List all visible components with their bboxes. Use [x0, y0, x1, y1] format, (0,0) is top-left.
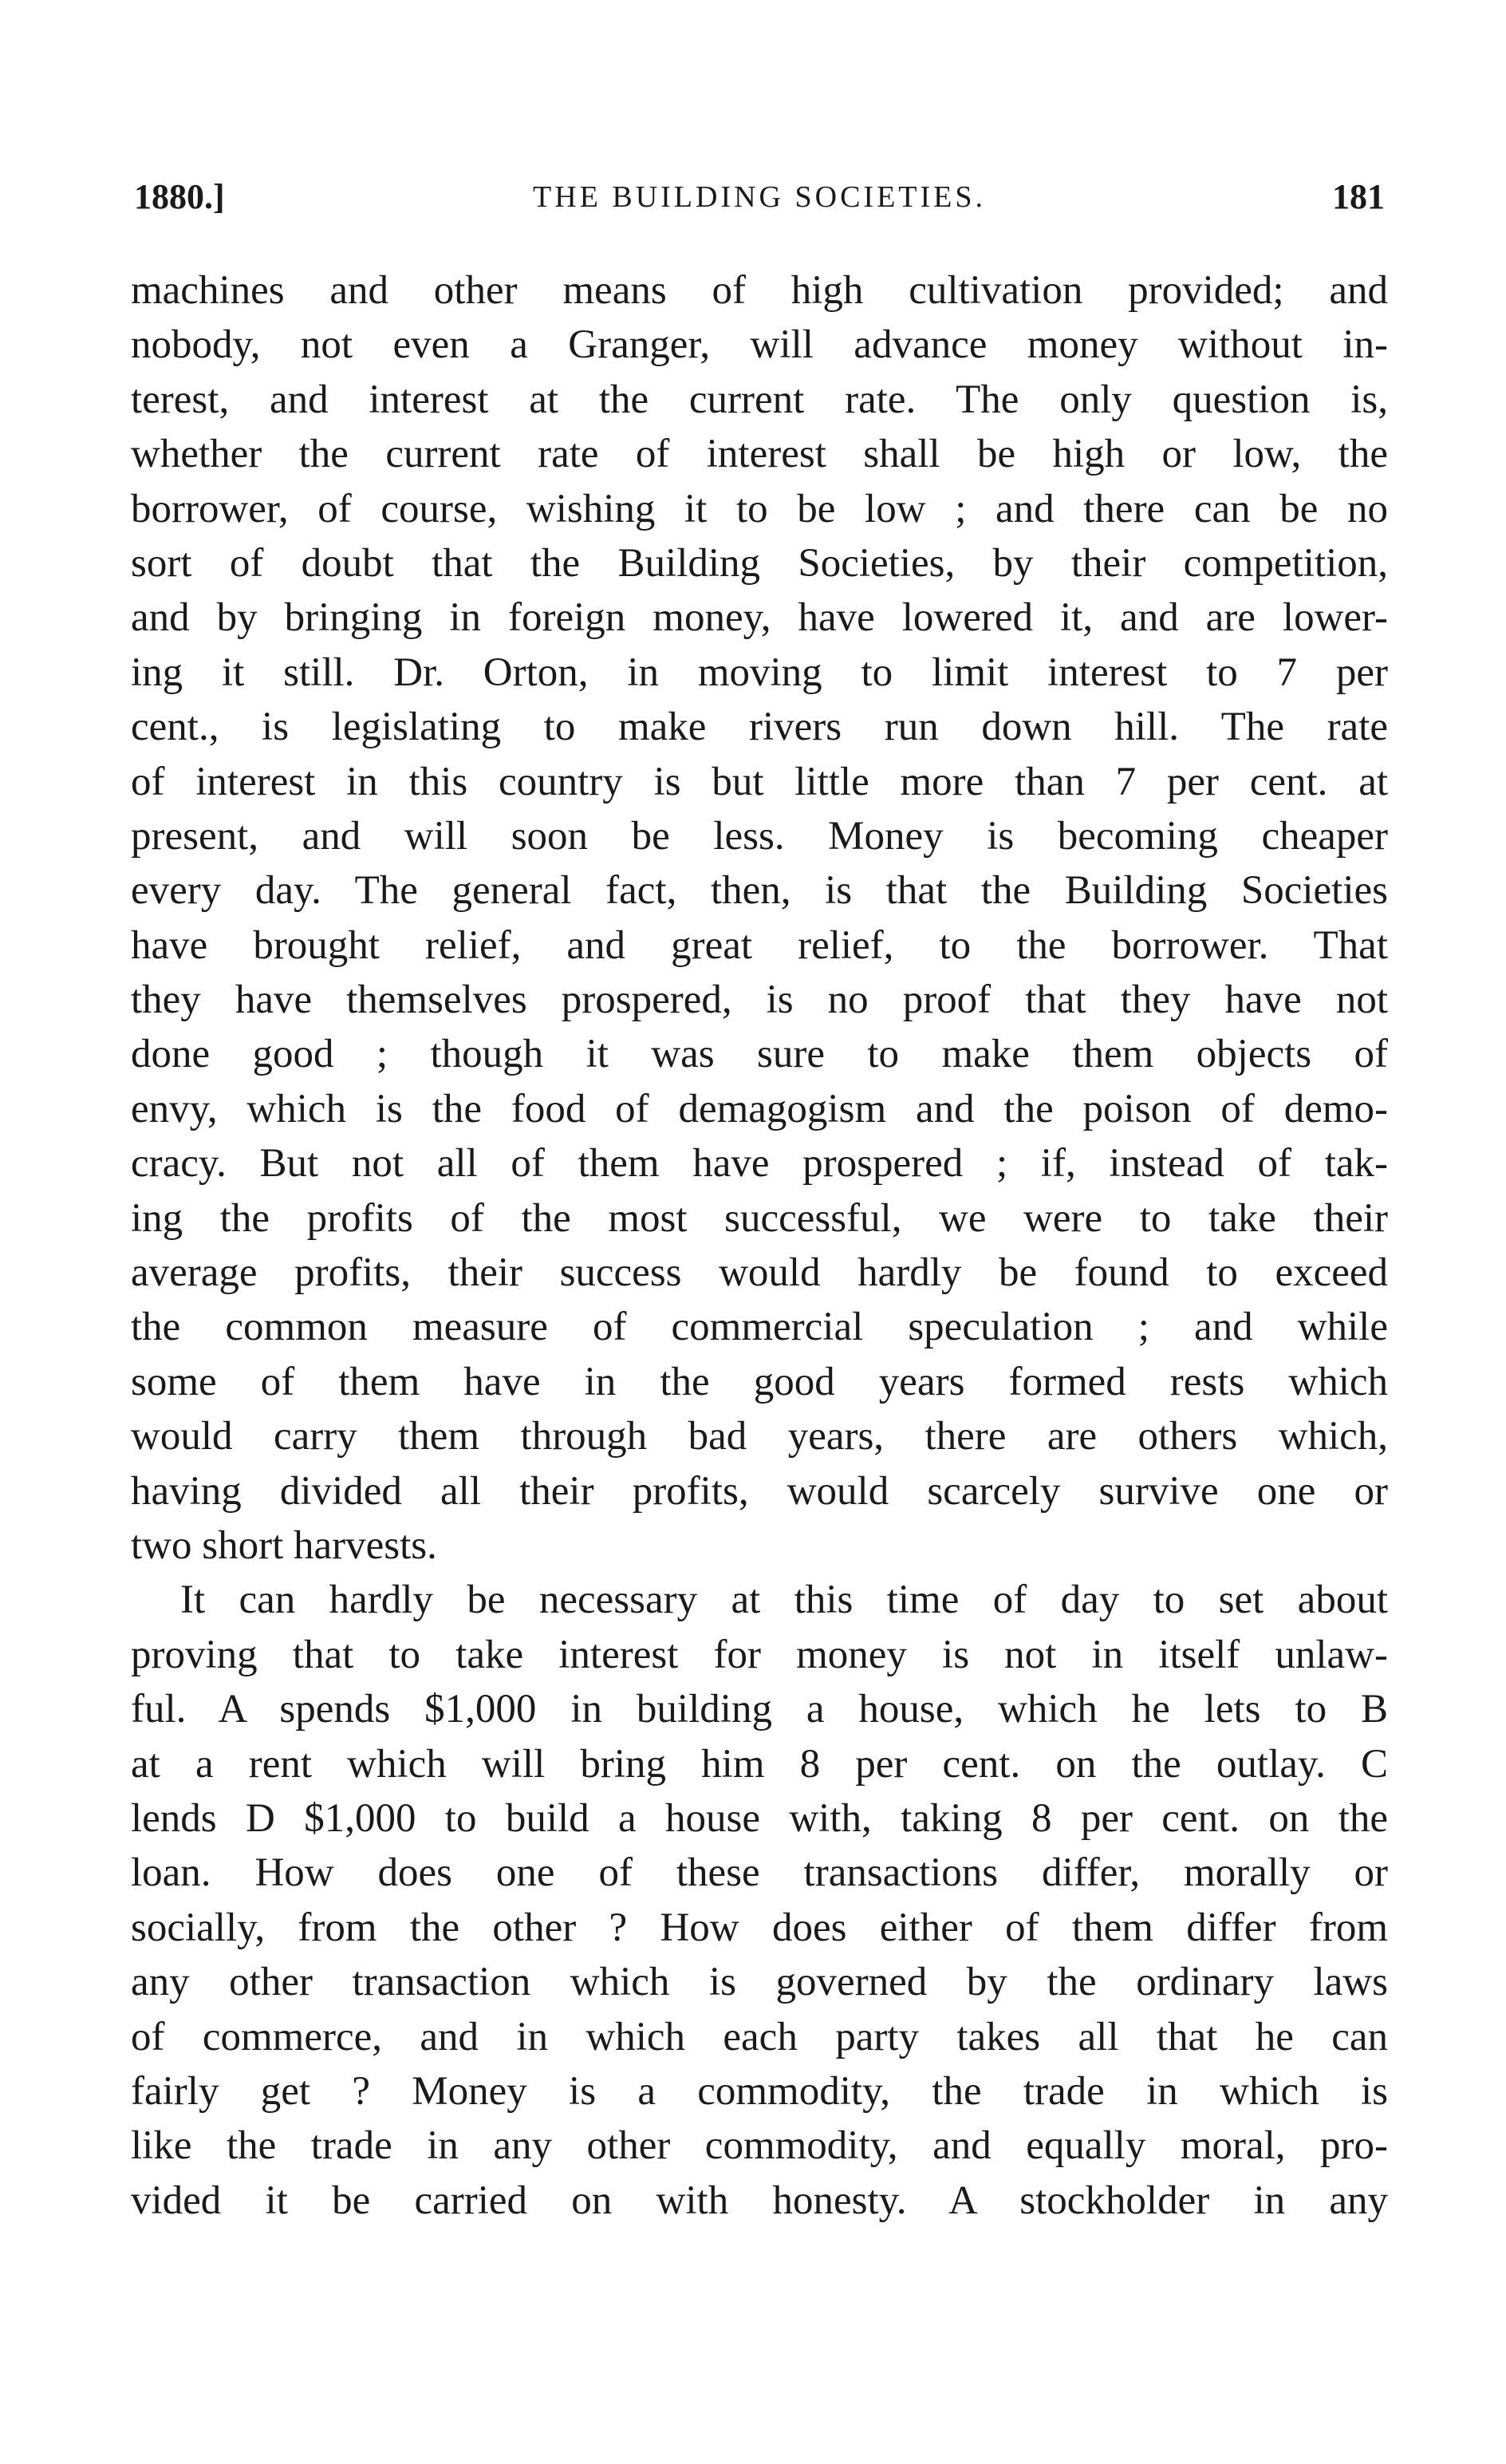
body-text: [131, 263, 1388, 2228]
text-line: average profits, their success would hardly be found to exceed: [131, 1250, 1388, 1296]
text-line: present, and will soon be less. Money is becoming cheaper: [131, 813, 1388, 859]
text-line: at a rent which will bring him 8 per cent. on the outlay. C: [131, 1741, 1388, 1787]
page-number: 181: [1332, 177, 1385, 216]
text-line: done good ; though it was sure to make them objects of: [131, 1032, 1388, 1077]
text-line: some of them have in the good years formed rests which: [131, 1359, 1388, 1404]
text-line: cracy. But not all of them have prospered ; if, instead of tak-: [131, 1141, 1388, 1187]
text-line: the common measure of commercial speculation ; and while: [131, 1305, 1388, 1350]
running-head-title: THE BUILDING SOCIETIES.: [532, 180, 986, 214]
paragraph-end-line: two short harvests.: [131, 1522, 437, 1568]
text-line: socially, from the other ? How does either of them differ from: [131, 1905, 1388, 1950]
text-line: sort of doubt that the Building Societies, by their competition,: [131, 540, 1388, 586]
text-line: borrower, of course, wishing it to be low ; and there can be no: [131, 486, 1388, 531]
text-line: of commerce, and in which each party takes all that he can: [131, 2014, 1388, 2059]
text-line: would carry them through bad years, there are others which,: [131, 1414, 1388, 1459]
text-line: machines and other means of high cultivation provided; and: [131, 268, 1388, 313]
text-line: envy, which is the food of demagogism and the poison of demo-: [131, 1086, 1388, 1131]
text-line: cent., is legislating to make rivers run down hill. The rate: [131, 705, 1388, 750]
text-line: like the trade in any other commodity, and equally moral, pro-: [131, 2123, 1388, 2169]
running-head-year: 1880.]: [134, 177, 225, 216]
paragraph-start-line: It can hardly be necessary at this time of day to set about: [180, 1578, 1388, 1623]
text-line: whether the current rate of interest shall be high or low, the: [131, 432, 1388, 477]
text-line: and by bringing in foreign money, have lowered it, and are lower-: [131, 595, 1388, 641]
text-line: having divided all their profits, would scarcely survive one or: [131, 1468, 1388, 1514]
text-line: proving that to take interest for money is not in itself unlaw-: [131, 1632, 1388, 1677]
text-line: every day. The general fact, then, is that the Building Societies: [131, 868, 1388, 914]
text-line: ing it still. Dr. Orton, in moving to limit interest to 7 per: [131, 650, 1388, 695]
text-line: ful. A spends $1,000 in building a house, which he lets to B: [131, 1687, 1388, 1732]
text-line: ing the profits of the most successful, we were to take their: [131, 1195, 1388, 1241]
text-line: fairly get ? Money is a commodity, the trade in which is: [131, 2068, 1388, 2114]
text-line: have brought relief, and great relief, to the borrower. That: [131, 922, 1388, 968]
text-line: of interest in this country is but little more than 7 per cent. at: [131, 759, 1388, 804]
text-line: nobody, not even a Granger, will advance money without in-: [131, 322, 1388, 368]
text-line: any other transaction which is governed by the ordinary laws: [131, 1960, 1388, 2005]
text-line: they have themselves prospered, is no proof that they have not: [131, 977, 1388, 1023]
text-line: lends D $1,000 to build a house with, taking 8 per cent. on the: [131, 1795, 1388, 1841]
text-line: vided it be carried on with honesty. A stockholder in any: [131, 2178, 1388, 2223]
text-line: loan. How does one of these transactions differ, morally or: [131, 1850, 1388, 1896]
text-line: terest, and interest at the current rate. The only question is,: [131, 377, 1388, 422]
running-head: [134, 169, 1385, 225]
